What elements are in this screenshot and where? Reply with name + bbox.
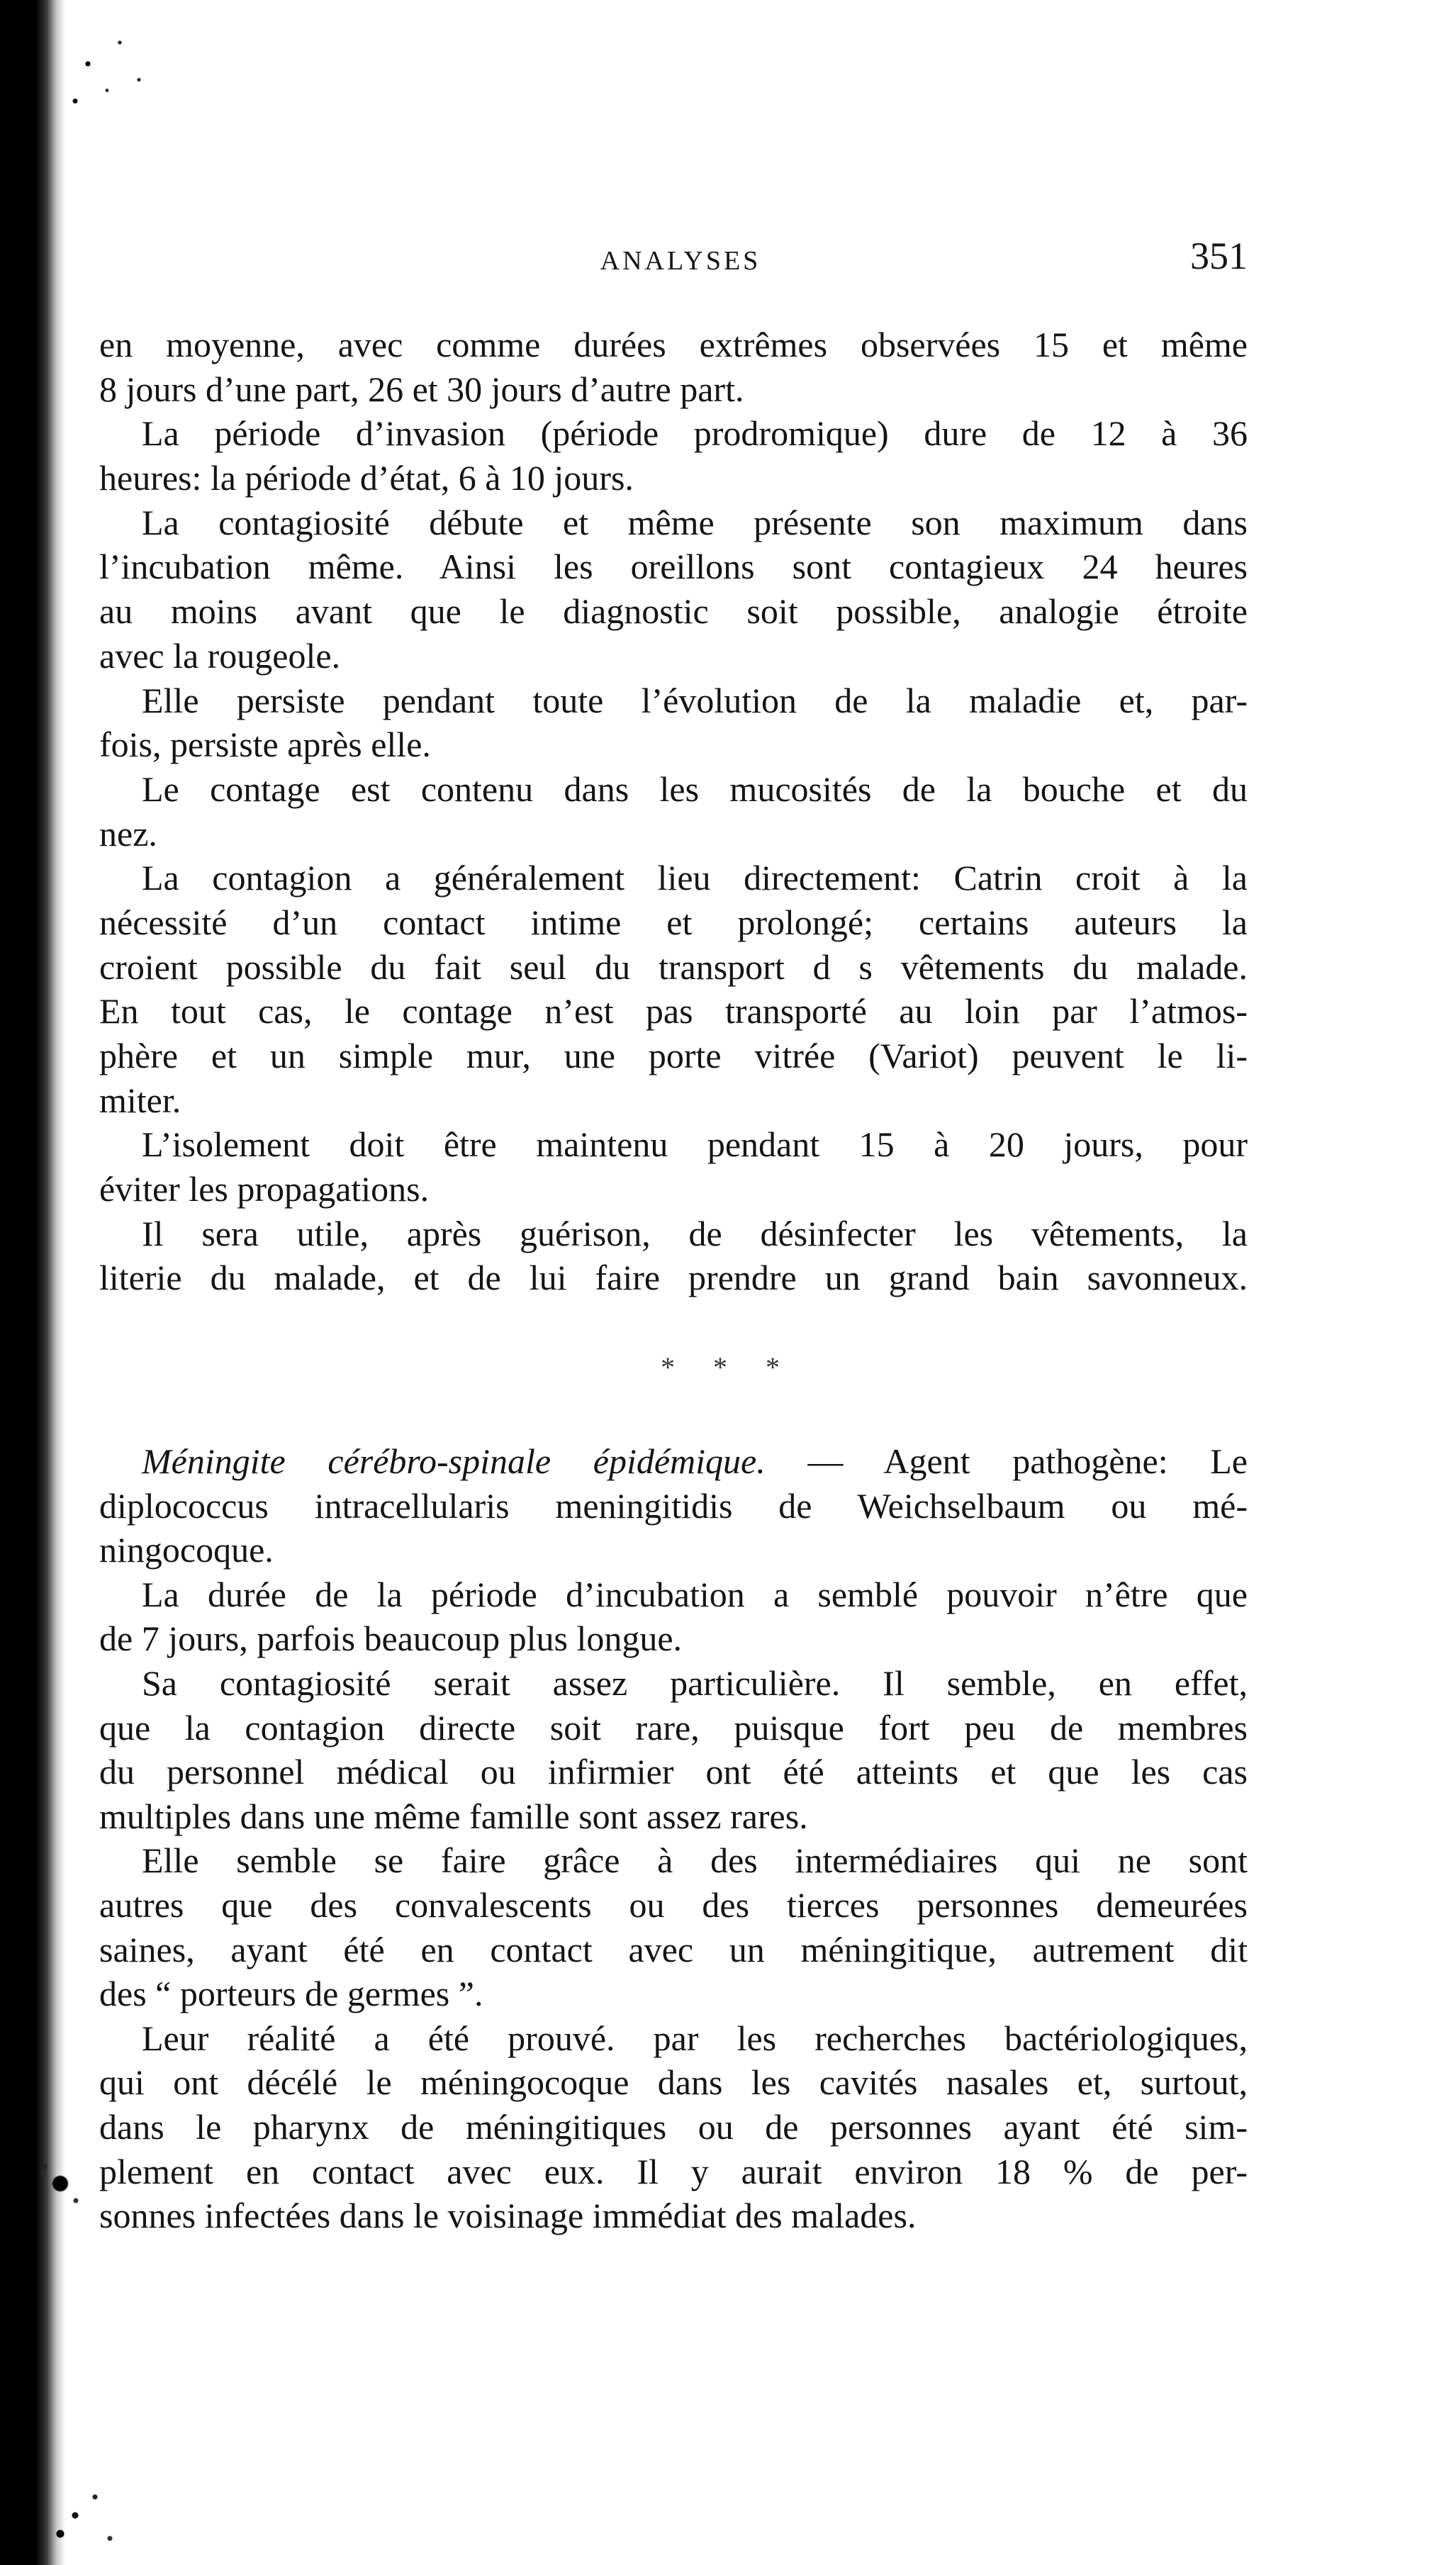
text-line: saines, ayant été en contact avec un méningitique, autrement dit — [99, 1929, 1248, 1969]
section-meningite — [99, 1439, 1248, 2238]
text-line: heures: la période d’état, 6 à 10 jours. — [99, 458, 634, 498]
text-line: du personnel médical ou infirmier ont été atteints et que les cas — [99, 1752, 1248, 1792]
text-line: Leur réalité a été prouvé. par les recherches bactériologiques, — [142, 2018, 1248, 2058]
scan-noise-top — [50, 21, 177, 128]
text-line: En tout cas, le contage n’est pas transporté au loin par l’atmos- — [99, 991, 1248, 1032]
text-line: Il sera utile, après guérison, de désinfecter les vêtements, la — [142, 1213, 1248, 1253]
text-line: La contagion a généralement lieu directement: Catrin croit à la — [142, 858, 1248, 898]
scan-noise-bottom — [35, 2460, 135, 2552]
text-line: fois, persiste après elle. — [99, 725, 431, 765]
scan-noise-middle — [21, 2141, 99, 2226]
text-line: diplococcus intracellularis meningitidis de Weichselbaum ou mé- — [99, 1485, 1248, 1526]
text-line: sonnes infectées dans le voisinage immédiat des malades. — [99, 2196, 917, 2236]
text-line: La durée de la période d’incubation a semblé pouvoir n’être que — [142, 1574, 1248, 1614]
section-separator: * * * — [661, 1351, 795, 1383]
text-line: nécessité d’un contact intime et prolongé; certains auteurs la — [99, 902, 1248, 942]
text-line: en moyenne, avec comme durées extrêmes observées 15 et même — [99, 325, 1248, 364]
text-line: dans le pharynx de méningitiques ou de personnes ayant été sim- — [99, 2106, 1248, 2147]
text-line: Sa contagiosité serait assez particulière. Il semble, en effet, — [142, 1662, 1248, 1703]
section-title: Méningite cérébro-spinale épidémique. — [142, 1441, 766, 1481]
text-line: plement en contact avec eux. Il y aurait environ 18 % de per- — [99, 2151, 1248, 2191]
text-line: multiples dans une même famille sont assez rares. — [99, 1796, 808, 1836]
page-number: 351 — [1190, 235, 1248, 277]
text-line: 8 jours d’une part, 26 et 30 jours d’autre part. — [99, 369, 744, 409]
text-line: l’incubation même. Ainsi les oreillons sont contagieux 24 heures — [99, 547, 1248, 587]
text-line: literie du malade, et de lui faire prendre un grand bain savonneux. — [99, 1258, 1248, 1298]
text-line: avec la rougeole. — [99, 635, 341, 676]
text-line: que la contagion directe soit rare, puisque fort peu de membres — [99, 1707, 1248, 1748]
text-line: nez. — [99, 813, 157, 854]
text-line: L’isolement doit être maintenu pendant 15 à 20 jours, pour — [142, 1124, 1248, 1165]
text-line: de 7 jours, parfois beaucoup plus longue. — [99, 1619, 683, 1659]
text-line: Elle semble se faire grâce à des intermédiaires qui ne sont — [142, 1840, 1248, 1881]
text-line: Le contage est contenu dans les mucosités de la bouche et du — [142, 769, 1248, 809]
text-line: croient possible du fait seul du transport d s vêtements du malade. — [99, 946, 1248, 987]
page-header — [113, 234, 1248, 284]
text-line: éviter les propagations. — [99, 1169, 430, 1209]
text-line: autres que des convalescents ou des tierces personnes demeurées — [99, 1884, 1248, 1925]
text-line: La période d’invasion (période prodromique) dure de 12 à 36 — [142, 413, 1248, 454]
text-line: qui ont décélé le méningocoque dans les cavités nasales et, surtout, — [99, 2062, 1248, 2103]
section-title-rest: — Agent pathogène: Le — [765, 1441, 1248, 1481]
text-line: ningocoque. — [99, 1530, 274, 1570]
text-line: Elle persiste pendant toute l’évolution de la maladie et, par- — [142, 680, 1248, 720]
section-title-line — [99, 1439, 1248, 1484]
text-line: miter. — [99, 1080, 181, 1120]
running-head: ANALYSES — [600, 246, 761, 276]
text-line: des “ porteurs de germes ”. — [99, 1974, 483, 2014]
text-line: phère et un simple mur, une porte vitrée (Variot) peuvent le li- — [99, 1036, 1248, 1075]
section-oreillons — [99, 323, 1248, 1300]
text-line: au moins avant que le diagnostic soit possible, analogie étroite — [99, 591, 1248, 632]
text-line: La contagiosité débute et même présente son maximum dans — [142, 502, 1248, 542]
